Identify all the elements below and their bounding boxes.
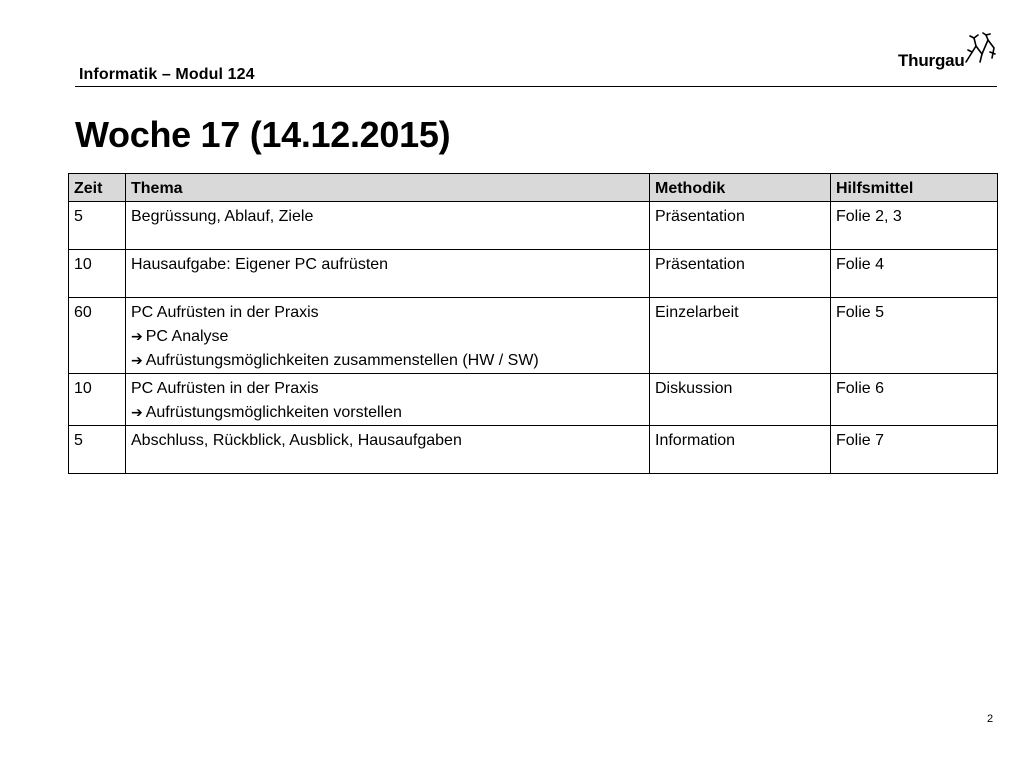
module-title: Informatik – Modul 124 [79,66,255,83]
column-header-methodik: Methodik [650,174,831,202]
cell-zeit: 5 [69,202,126,250]
thurgau-lions-icon [962,32,998,68]
cell-hilfsmittel: Folie 4 [831,250,998,298]
cell-methodik: Präsentation [650,202,831,250]
cell-zeit: 10 [69,250,126,298]
thema-main-text: PC Aufrüsten in der Praxis [131,304,319,321]
cell-thema [126,298,650,374]
table-row [69,298,998,374]
table-row [69,250,998,298]
table-row [69,202,998,250]
sub-point [131,325,644,349]
arrow-right-icon: ➔ [131,405,143,421]
cell-hilfsmittel: Folie 5 [831,298,998,374]
cell-thema: Begrüssung, Ablauf, Ziele [126,202,650,250]
cell-hilfsmittel: Folie 2, 3 [831,202,998,250]
sub-point [131,349,644,373]
logo-text: Thurgau [898,51,965,70]
cell-zeit: 10 [69,374,126,426]
cell-thema [126,374,650,426]
cell-methodik: Präsentation [650,250,831,298]
page-number: 2 [987,713,994,725]
table-header-row [69,174,998,202]
sub-point [131,401,644,425]
arrow-right-icon: ➔ [131,353,143,369]
thurgau-logo [898,30,998,74]
column-header-hilfsmittel: Hilfsmittel [831,174,998,202]
header-divider [75,86,997,87]
cell-thema: Abschluss, Rückblick, Ausblick, Hausaufgaben [126,426,650,474]
cell-methodik: Diskussion [650,374,831,426]
sub-point-text: PC Analyse [145,328,229,345]
column-header-zeit: Zeit [69,174,126,202]
cell-zeit: 5 [69,426,126,474]
thema-main-text: PC Aufrüsten in der Praxis [131,380,319,397]
table-row [69,426,998,474]
cell-thema: Hausaufgabe: Eigener PC aufrüsten [126,250,650,298]
page-title: Woche 17 (14.12.2015) [75,114,451,155]
cell-hilfsmittel: Folie 6 [831,374,998,426]
cell-methodik: Einzelarbeit [650,298,831,374]
cell-methodik: Information [650,426,831,474]
lesson-schedule-table [68,173,998,474]
arrow-right-icon: ➔ [131,329,143,345]
table-row [69,374,998,426]
sub-point-text: Aufrüstungsmöglichkeiten zusammenstellen (HW / SW) [145,352,539,369]
cell-hilfsmittel: Folie 7 [831,426,998,474]
sub-point-text: Aufrüstungsmöglichkeiten vorstellen [145,404,402,421]
column-header-thema: Thema [126,174,650,202]
cell-zeit: 60 [69,298,126,374]
